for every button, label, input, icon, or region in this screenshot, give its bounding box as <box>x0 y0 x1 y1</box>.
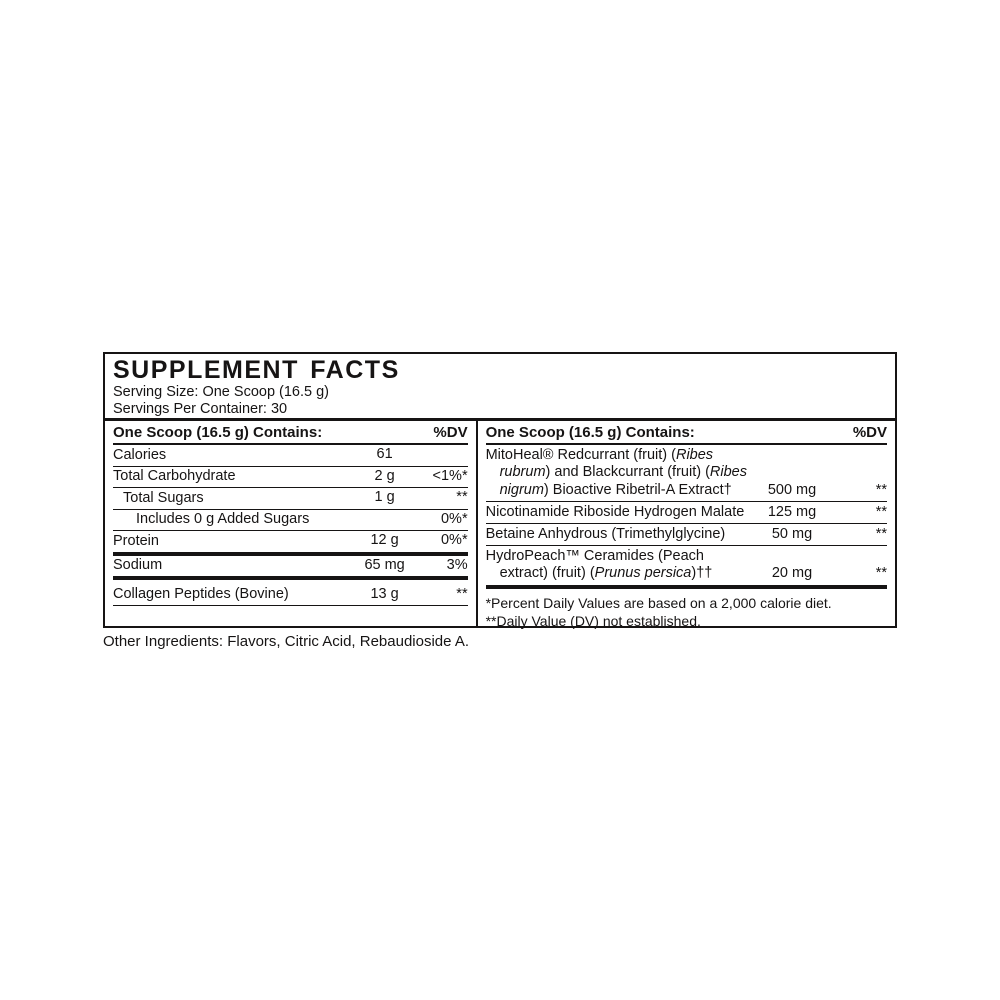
fact-row-added-sugars <box>113 510 468 532</box>
fact-name: Total Sugars <box>123 489 204 506</box>
right-column-header <box>486 421 887 445</box>
footnote-percent-dv: *Percent Daily Values are based on a 2,000 calorie diet. <box>485 594 832 611</box>
fact-amount: 125 mg <box>767 503 817 520</box>
right-column <box>478 421 895 629</box>
fact-dv: ** <box>456 489 468 505</box>
fact-amount: 20 mg <box>771 565 813 581</box>
fact-amount: 50 mg <box>771 525 813 542</box>
fact-name: Total Carbohydrate <box>113 468 236 484</box>
fact-amount: 12 g <box>370 532 399 548</box>
left-contains-label: One Scoop (16.5 g) Contains: <box>113 424 323 441</box>
servings-per-container: Servings Per Container: 30 <box>113 401 288 417</box>
right-dv-header: %DV <box>852 424 887 441</box>
other-ingredients: Other Ingredients: Flavors, Citric Acid, Rebaudioside A. <box>103 633 470 650</box>
fact-name: Sodium <box>113 557 163 573</box>
fact-dv: ** <box>875 525 887 542</box>
supplement-facts-panel <box>103 352 897 628</box>
panel-title: SUPPLEMENT FACTS <box>113 356 400 384</box>
fact-row-protein <box>113 531 468 556</box>
fact-row-calories <box>113 445 468 467</box>
left-column <box>105 421 478 626</box>
fact-amount: 61 <box>376 446 393 462</box>
fact-row-mitoheal-extract <box>486 445 887 502</box>
fact-name: Nicotinamide Riboside Hydrogen Malate <box>485 503 745 520</box>
fact-name: Includes 0 g Added Sugars <box>136 511 310 527</box>
fact-dv: 3% <box>446 556 468 573</box>
fact-name: Calories <box>113 446 167 463</box>
fact-dv: 0%* <box>440 510 468 527</box>
footnote-dv-not-established: **Daily Value (DV) not established. <box>485 613 701 629</box>
fact-row-collagen-peptides <box>113 580 468 606</box>
fact-dv: ** <box>456 585 468 602</box>
fact-name: Collagen Peptides (Bovine) <box>113 586 289 602</box>
right-contains-label: One Scoop (16.5 g) Contains: <box>485 424 695 441</box>
fact-dv: ** <box>875 565 887 581</box>
fact-amount: 13 g <box>370 585 399 602</box>
left-column-header <box>113 421 468 445</box>
panel-header <box>105 354 895 418</box>
serving-size: Serving Size: One Scoop (16.5 g) <box>113 384 330 400</box>
fact-name: Betaine Anhydrous (Trimethylglycine) <box>485 525 726 542</box>
fact-name: Protein <box>113 532 159 549</box>
footnotes <box>486 589 887 631</box>
fact-dv: <1%* <box>432 467 468 484</box>
fact-dv: 0%* <box>440 532 468 548</box>
fact-amount: 1 g <box>374 489 395 505</box>
fact-amount: 500 mg <box>767 481 817 498</box>
left-dv-header: %DV <box>433 424 468 441</box>
fact-row-sodium <box>113 556 468 581</box>
fact-dv: ** <box>875 503 887 520</box>
fact-amount: 2 g <box>374 467 395 484</box>
fact-name: HydroPeach™ Ceramides (Peach extract) (fruit) (Prunus persica)†† <box>485 547 713 581</box>
facts-columns <box>105 418 895 629</box>
fact-row-hydropeach-ceramides <box>486 546 887 589</box>
fact-row-betaine-anhydrous <box>486 524 887 546</box>
fact-name: MitoHeal® Redcurrant (fruit) (Ribes rubrum) and Blackcurrant (fruit) (Ribes nigrum) Bioactive Ribetril-A Extract† <box>485 446 747 498</box>
fact-row-total-sugars <box>113 488 468 510</box>
fact-amount: 65 mg <box>364 556 405 573</box>
fact-row-total-carbohydrate <box>113 467 468 489</box>
fact-dv: ** <box>875 481 887 498</box>
fact-row-nicotinamide-riboside <box>486 502 887 524</box>
